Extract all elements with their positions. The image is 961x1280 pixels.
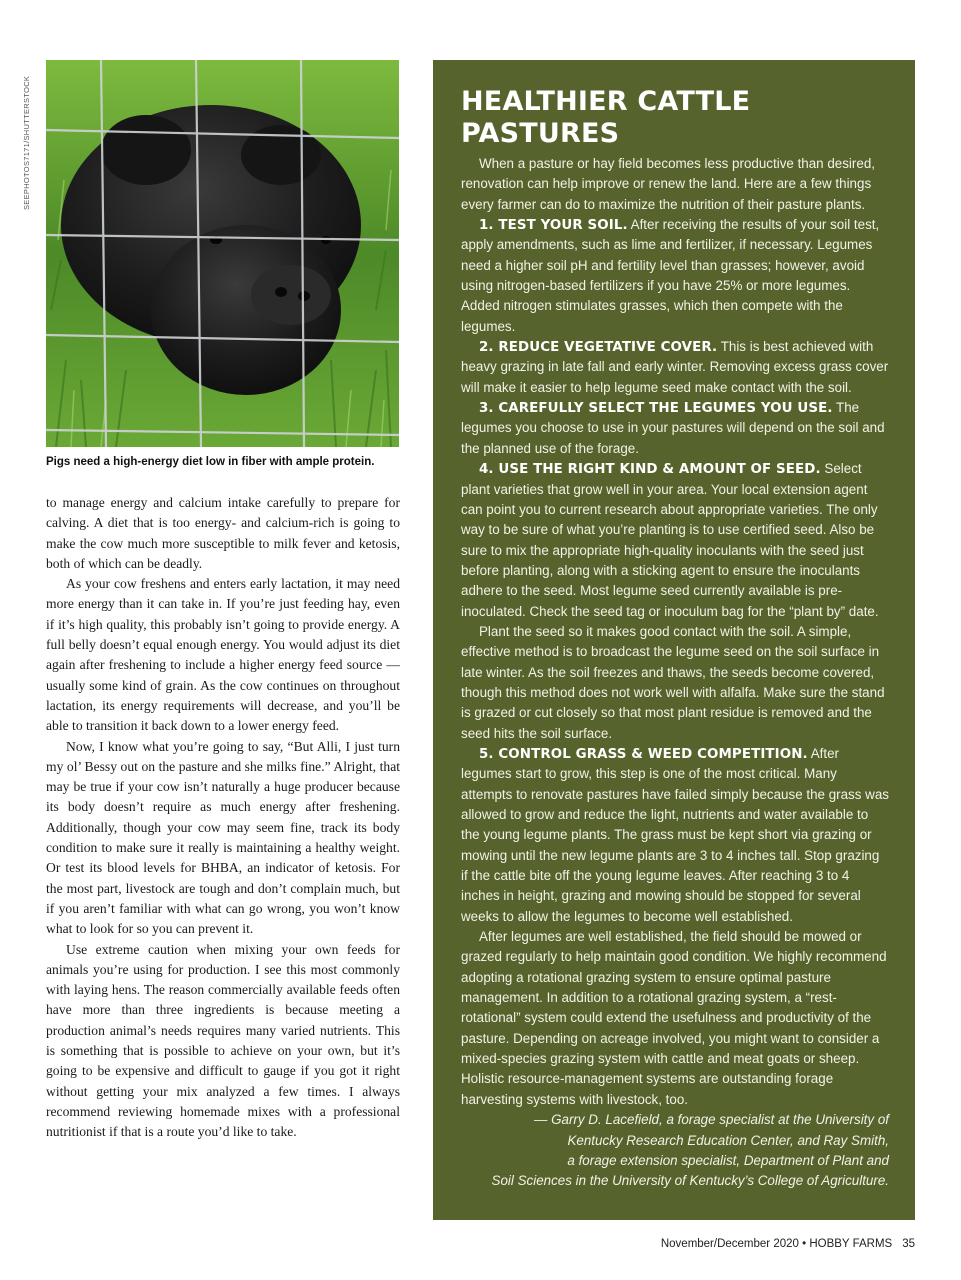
article-column — [46, 493, 400, 1143]
step-3-heading: 3. CAREFULLY SELECT THE LEGUMES YOU USE. — [479, 401, 833, 417]
step-1-heading: 1. TEST YOUR SOIL. — [479, 218, 628, 234]
step-3 — [461, 398, 889, 459]
step-2 — [461, 337, 889, 398]
step-2-body: This is best achieved with heavy grazing in late fall and early winter. Removing excess grass cover will make it easier to help legume seed make contact with the soil. — [461, 339, 889, 395]
step-3-body: The legumes you choose to use in your pastures will depend on the soil and the planned use of the forage. — [461, 400, 885, 456]
step-4-heading: 4. USE THE RIGHT KIND & AMOUNT OF SEED. — [479, 462, 821, 478]
article-paragraph: Now, I know what you’re going to say, “But Alli, I just turn my ol’ Bessy out on the pasture and she milks fine.” Alright, that may be true if your cow isn’t naturally a huge producer because its body doesn’t require as much energy after freshening. Additionally, though your cow may seem fine, track its body condition to make sure it really is maintaining a healthy weight. Or test its blood levels for BHBA, an indicator of ketosis. For the most part, livestock are tough and don’t complain much, but if you aren’t familiar with what can go wrong, you won’t know what to look for so you can prevent it. — [46, 738, 400, 937]
pig-photo — [46, 60, 399, 447]
attribution-line: a forage extension specialist, Department of Plant and — [567, 1152, 889, 1168]
step-2-heading: 2. REDUCE VEGETATIVE COVER. — [479, 340, 718, 356]
step-5 — [461, 744, 889, 927]
photo-caption: Pigs need a high-energy diet low in fiber with ample protein. — [46, 456, 375, 468]
page-number: 35 — [902, 1238, 915, 1250]
pig-illustration — [46, 60, 399, 447]
sidebar-closing: After legumes are well established, the field should be mowed or grazed regularly to help maintain good condition. We highly recommend adopting a rotational grazing system to ensure optimal pasture management. In addition to a rotational grazing system, a “rest-rotational” system could extend the usefulness and productivity of the pasture. Depending on acreage involved, you might want to consider a mixed-species grazing system with cattle and meat goats or sheep. Holistic resource-management systems are outstanding forage harvesting systems with livestock, too. — [461, 929, 887, 1107]
step-4 — [461, 459, 889, 622]
step-4-body: Select plant varieties that grow well in your area. Your local extension agent can point you to current research about appropriate varieties. The only way to be sure of what you’re planting is to use certified seed. Also be sure to mix the appropriate high-quality inoculants with the seed just before planting, along with a sticking agent to ensure the inoculants adhere to the seed. Most legume seed currently available is pre-inoculated. Check the seed tag or inoculum bag for the “plant by” date. — [461, 461, 879, 619]
step-5-heading: 5. CONTROL GRASS & WEED COMPETITION. — [479, 746, 808, 762]
step-4-continued: Plant the seed so it makes good contact with the soil. A simple, effective method is to broadcast the legume seed on the soil surface in late winter. As the soil freezes and thaws, the seeds become covered, though this method does not work well with alfalfa. Make sure the stand is grazed or cut closely so that most plant residue is removed and the seed hits the soil surface. — [461, 623, 885, 741]
article-paragraph: Use extreme caution when mixing your own feeds for animals you’re using for production. I see this most commonly with laying hens. The reason commercially available feeds often have more than three ingredients is because meeting a production animal’s needs requires many varied nutrients. This is something that is possible to achieve on your own, but it’s going to be expensive and difficult to gauge if you got it right without getting your mix analyzed a few times. I always recommend reviewing homemade mixes with a professional nutritionist if that is a route you’d like to take. — [46, 941, 400, 1140]
article-paragraph: As your cow freshens and enters early lactation, it may need more energy than it can take in. If you’re just feeding hay, even if it’s high quality, this probably isn’t going to provide energy. A full belly doesn’t equal enough energy. You would adjust its diet again after freshening to include a higher energy feed source — usually some kind of grain. As the cow continues on throughout lactation, its energy requirements will decrease, and you’ll be able to transition it back down to a lower energy feed. — [46, 576, 400, 734]
attribution-line: Soil Sciences in the University of Kentucky’s College of Agriculture. — [491, 1173, 889, 1189]
sidebar-title: HEALTHIER CATTLE PASTURES — [461, 86, 751, 149]
sidebar-box — [433, 60, 915, 1220]
attribution-line: — Garry D. Lacefield, a forage specialist at the University of — [533, 1112, 889, 1128]
step-1 — [461, 215, 889, 337]
sidebar-intro: When a pasture or hay field becomes less productive than desired, renovation can help improve or renew the land. Here are a few things every farmer can do to maximize the nutrition of their pasture plants. — [461, 156, 875, 212]
step-1-body: After receiving the results of your soil test, apply amendments, such as lime and fertilizer, if necessary. Legumes need a higher soil pH and fertility level than grasses; however, avoid using nitrogen-based fertilizers if you have 25% or more legumes. Added nitrogen stimulates grasses, which then compete with the legumes. — [461, 217, 880, 334]
article-paragraph: to manage energy and calcium intake carefully to prepare for calving. A diet that is too energy- and calcium-rich is going to make the cow much more susceptible to milk fever and ketosis, both of which can be deadly. — [46, 495, 400, 571]
step-5-body: After legumes start to grow, this step is one of the most critical. Many attempts to renovate pastures have failed simply because the grass was allowed to grow and reduce the light, nutrients and water available to the young legume plants. The grass must be kept short via grazing or mowing until the new legume plants are 3 to 4 inches tall. Stop grazing if the cattle bite off the young legume leaves. After reaching 3 to 4 inches in height, grazing and mowing should be stopped for several weeks to allow the legumes to become well established. — [461, 745, 889, 924]
issue-label: November/December 2020 • HOBBY FARMS — [660, 1238, 893, 1250]
page-footer — [661, 1238, 915, 1250]
photo-credit: SEEPHOTOS7171/SHUTTERSTOCK — [22, 75, 31, 210]
attribution-line: Kentucky Research Education Center, and Ray Smith, — [567, 1132, 889, 1148]
